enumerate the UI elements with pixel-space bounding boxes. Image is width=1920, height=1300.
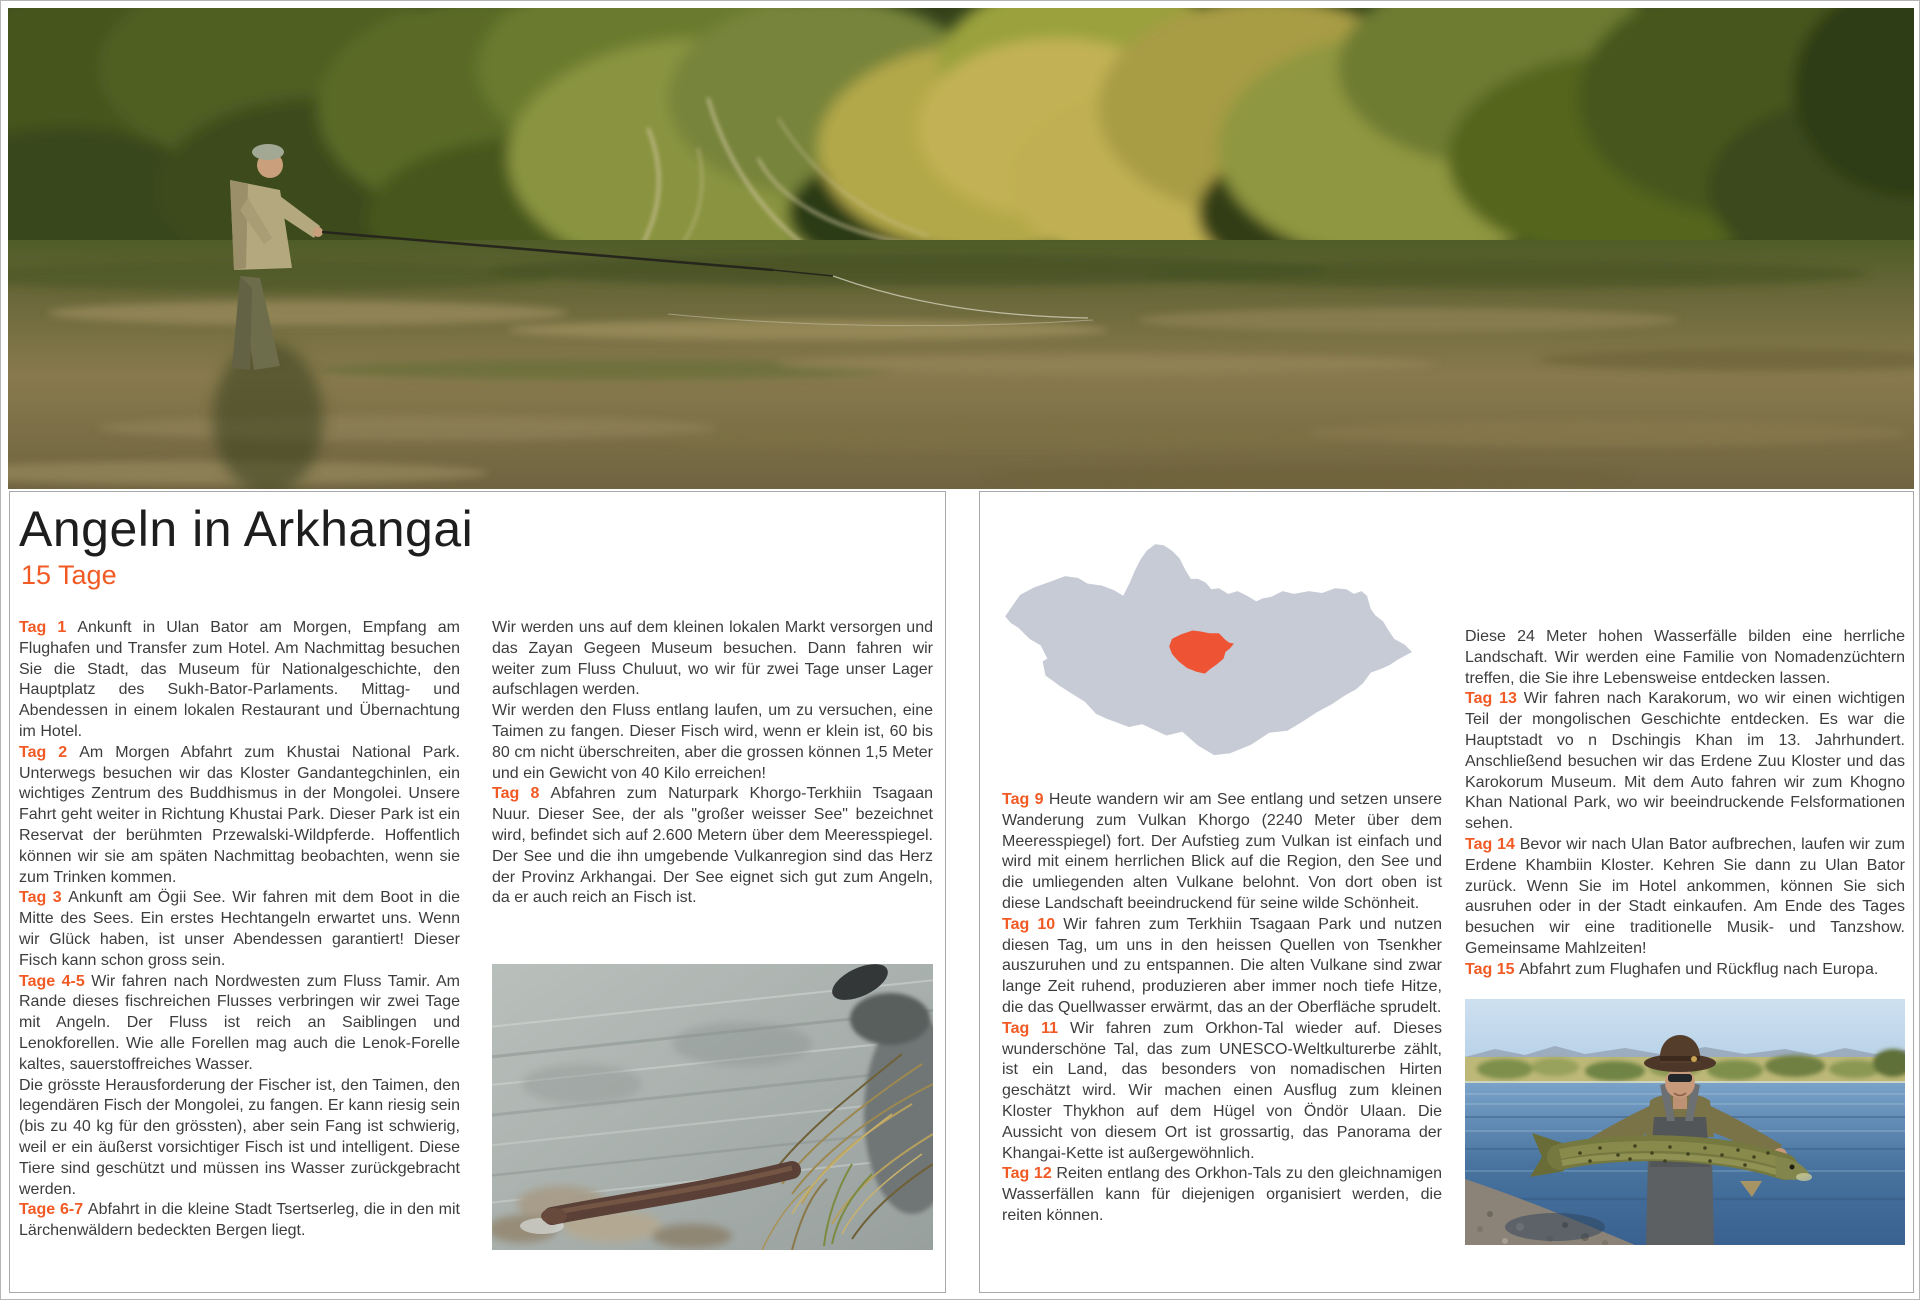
sunglasses	[1668, 1074, 1692, 1082]
day-label: Tag 8	[492, 785, 551, 803]
day-label: Tage 4-5	[19, 972, 92, 990]
day-label: Tag 15	[1465, 960, 1519, 978]
angler-shadow	[1505, 1213, 1605, 1241]
mongolia-map	[992, 492, 1442, 782]
day-label: Tag 2	[19, 743, 80, 761]
page-subtitle: 15 Tage	[21, 560, 117, 590]
itinerary-paragraph: Tag 3 Ankunft am Ögii See. Wir fahren mit dem Boot in die Mitte des Sees. Ein erstes Hechtangeln erwartet uns. Wenn wir Glück haben, ist unser Abendessen garantiert! Dieser Fisch kann schon gross sein.	[19, 889, 460, 969]
itinerary-paragraph: Tage 6-7 Abfahrt in die kleine Stadt Tsertserleg, die in den mit Lärchenwäldern bedeckten Bergen liegt.	[19, 1201, 461, 1240]
itinerary-paragraph: Tag 14 Bevor wir nach Ulan Bator aufbrechen, laufen wir zum Erdene Khambiin Kloster. Kehren Sie dann zu Ulan Bator zurück. Wenn Sie im Hotel ankommen, können Sie sich ausruhen oder in der Stadt einkaufen. Am Ende des Tages besuchen wir eine traditionelle Musik- und Tanzshow. Gemeinsame Mahlzeiten!	[1465, 835, 1906, 957]
day-label: Tag 1	[19, 619, 78, 636]
angler-with-pike-photo	[1465, 999, 1905, 1245]
angler-with-pike-illustration	[1465, 999, 1905, 1245]
itinerary-column-days-1-7	[19, 618, 460, 1242]
day-label: Tag 14	[1465, 835, 1520, 853]
fish-release-photo	[492, 964, 933, 1250]
day-label: Tag 13	[1465, 690, 1524, 708]
itinerary-paragraph: Tag 12 Reiten entlang des Orkhon-Tals zu den gleichnamigen Wasserfällen kann für diejenigen organisiert werden, die reiten können.	[1002, 1165, 1442, 1224]
itinerary-paragraph: Tag 9 Heute wandern wir am See entlang und setzen unsere Wanderung zum Vulkan Khorgo (2240 Meter über dem Meeresspiegel) fort. Der Aufstieg zum Vulkan ist einfach und wird mit einem herrlichen Blick auf die Region, den See und die umliegenden alten Vulkane belohnt. Von dort oben ist diese Landschaft beeindruckend für seine wilde Schönheit.	[1002, 791, 1443, 912]
itinerary-column-day-8	[492, 618, 933, 909]
itinerary-paragraph: Tag 8 Abfahren zum Naturpark Khorgo-Terkhiin Tsagaan Nuur. Dieser See, der als "großer weisser See" bezeichnet wird, befindet sich auf 2.600 Metern über dem Meeresspiegel. Der See und die ihn umgebende Vulkanregion sind das Herz der Provinz Arkhangai. Der See eignet sich gut zum Angeln, da er auch reich an Fisch ist.	[492, 785, 933, 907]
itinerary-paragraph: Wir werden uns auf dem kleinen lokalen Markt versorgen und das Zayan Gegeen Museum besuchen. Dann fahren wir weiter zum Fluss Chuluut, wo wir für zwei Tage unser Lager aufschlagen werden.	[492, 619, 933, 699]
right-page	[979, 491, 1914, 1293]
left-page	[9, 491, 946, 1293]
day-label: Tage 6-7	[19, 1201, 88, 1219]
mongolia-map-illustration	[992, 492, 1442, 782]
hero-photo	[8, 8, 1914, 489]
day-label: Tag 12	[1002, 1165, 1057, 1183]
itinerary-paragraph: Tag 10 Wir fahren zum Terkhiin Tsagaan Park und nutzen diesen Tag, um uns in den heissen Quellen von Tsenkher auszuruhen und zu entspannen. Die alten Vulkane sind zwar lange Zeit ruhend, produzieren aber immer noch tiefe Hitze, die das Quellwasser erwärmt, das an der Oberfläche sprudelt.	[1002, 915, 1443, 1016]
itinerary-paragraph: Tag 13 Wir fahren nach Karakorum, wo wir einen wichtigen Teil der mongolischen Geschichte entdecken. Es war die Hauptstadt vo n Dschingis Khan im 13. Jahrhundert. Anschließend besuchen wir das Erdene Zuu Kloster und das Karokorum Museum. Mit dem Auto fahren wir zum Khogno Khan National Park, wo wir beeindruckende Felsformationen sehen.	[1465, 690, 1905, 833]
itinerary-paragraph: Tag 11 Wir fahren zum Orkhon-Tal wieder auf. Dieses wunderschöne Tal, das zum UNESCO-Weltkulturerbe zählt, ist ein Land, das besonders von nomadischen Hirten geschätzt wird. Wir machen einen Ausflug zum kleinen Kloster Thykhon auf dem Hügel von Öndör Ulaan. Die Aussicht von diesem Ort ist grossartig, das Panorama der Khangai-Kette ist außergewöhnlich.	[1002, 1019, 1443, 1162]
day-label: Tag 9	[1002, 791, 1049, 808]
day-label: Tag 3	[19, 889, 69, 907]
angler-face	[1665, 1068, 1695, 1098]
fisherman-cap	[252, 144, 284, 160]
hero-photo-illustration	[8, 8, 1914, 489]
itinerary-column-days-13-15	[1465, 627, 1905, 981]
itinerary-paragraph: Tage 4-5 Wir fahren nach Nordwesten zum Fluss Tamir. Am Rande dieses fischreichen Flusses verbringen wir zwei Tage mit Angeln. Der Fluss ist reich an Saiblingen und Lenokforellen. Wie alle Forellen mag auch die Lenok-Forelle kaltes, sauerstoffreiches Wasser.	[19, 972, 460, 1073]
itinerary-column-days-9-12	[1002, 790, 1442, 1227]
itinerary-paragraph: Die grösste Herausforderung der Fischer ist, den Taimen, den legendären Fisch der Mongolei, zu fangen. Er kann riesig sein (bis zu 40 kg für den grössten), aber sein Fang ist schwierig, weil er ein äußerst vorsichtiger Fisch ist und intelligent. Diese Tiere sind geschützt und müssen ins Wasser zurückgebracht werden.	[19, 1076, 460, 1198]
fish-release-illustration	[492, 964, 933, 1250]
itinerary-paragraph: Diese 24 Meter hohen Wasserfälle bilden eine herrliche Landschaft. Wir werden eine Familie von Nomadenzüchtern treffen, die Sie ihre Lebensweise entdecken lassen.	[1465, 628, 1905, 687]
page-title: Angeln in Arkhangai	[19, 501, 474, 557]
itinerary-paragraph: Tag 15 Abfahrt zum Flughafen und Rückflug nach Europa.	[1465, 960, 1879, 978]
day-label: Tag 10	[1002, 915, 1064, 933]
day-label: Tag 11	[1002, 1019, 1070, 1037]
itinerary-paragraph: Tag 2 Am Morgen Abfahrt zum Khustai National Park. Unterwegs besuchen wir das Kloster Gandantegchinlen, ein wichtiges Zentrum des Buddhismus in der Mongolei. Unsere Fahrt geht weiter in Richtung Khustai Park. Dieser Park ist ein Reservat der berühmten Przewalski-Wildpferde. Hoffentlich können wir sie am späten Nachmittag beobachten, wenn sie zum Trinken kommen.	[19, 743, 460, 886]
itinerary-paragraph: Tag 1 Ankunft in Ulan Bator am Morgen, Empfang am Flughafen und Transfer zum Hotel. Am Nachmittag besuchen Sie die Stadt, das Museum für Nationalgeschichte, den Hauptplatz des Sukh-Bator-Parlaments. Mittag- und Abendessen in einem lokalen Restaurant und Übernachtung im Hotel.	[19, 619, 461, 740]
itinerary-paragraph: Wir werden den Fluss entlang laufen, um zu versuchen, eine Taimen zu fangen. Dieser Fisch wird, wenn er klein ist, 60 bis 80 cm nicht überschreiten, aber die grossen können 1,5 Meter und ein Gewicht von 40 Kilo erreichen!	[492, 702, 933, 782]
